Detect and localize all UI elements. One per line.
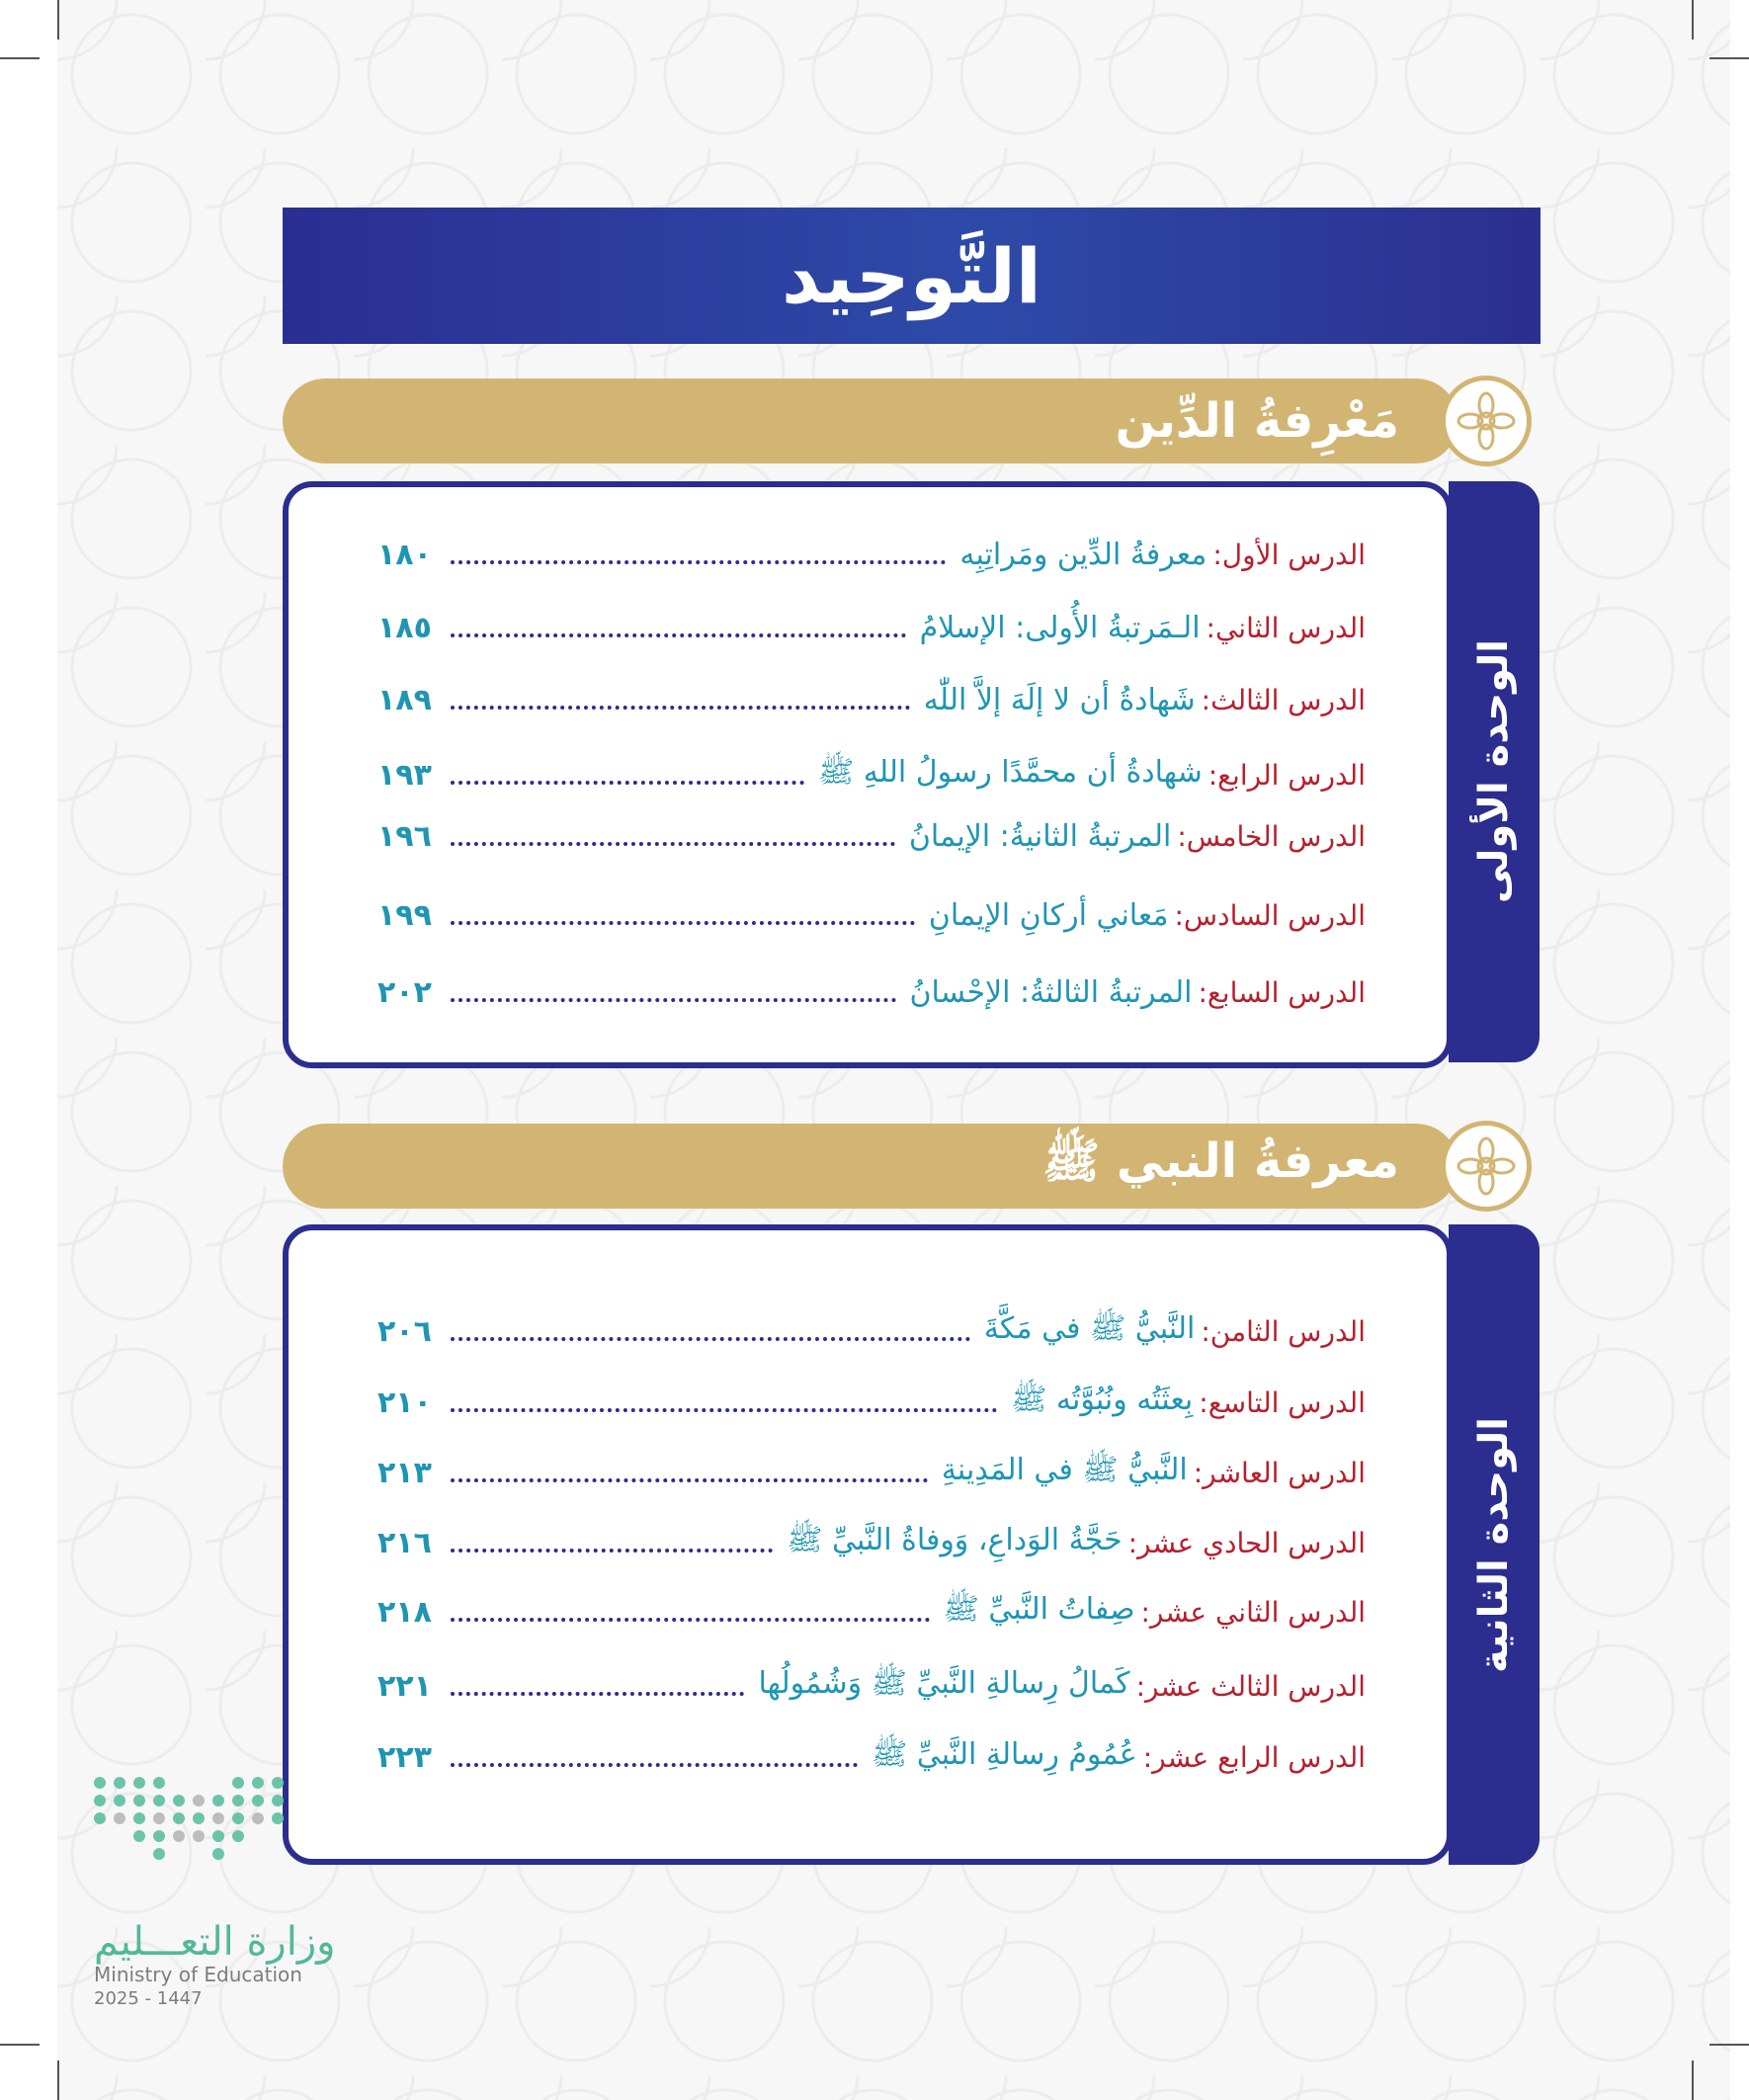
- page-number: ١٨٥: [377, 610, 432, 645]
- page-number: ٢٠٦: [377, 1313, 432, 1349]
- lesson-title: كَمالُ رِسالةِ النَّبيِّ ﷺ وَشُمُولُها: [758, 1665, 1130, 1701]
- flower-ornament-icon: [1441, 376, 1532, 466]
- toc-row[interactable]: [377, 811, 1366, 861]
- lesson-title: النَّبيُّ ﷺ في مَكَّةَ: [983, 1310, 1196, 1346]
- lesson-label: الدرس الثالث عشر:: [1135, 1669, 1366, 1703]
- page-number: ٢١٦: [377, 1525, 432, 1560]
- toc-row[interactable]: [377, 750, 1366, 799]
- dot-leader: [451, 706, 910, 710]
- toc-row[interactable]: [377, 675, 1366, 724]
- unit-label: الوحدة الثانية: [1471, 1416, 1517, 1673]
- lesson-title: معرفةُ الدِّين ومَراتِبِه: [959, 537, 1208, 572]
- lesson-title: حَجَّةُ الوَداعِ، وَوفاةُ النَّبيِّ ﷺ: [787, 1522, 1123, 1557]
- dot-leader: [451, 1408, 997, 1412]
- dot-leader: [451, 1549, 773, 1553]
- lesson-label: الدرس التاسع:: [1199, 1386, 1366, 1419]
- crop-mark: [1709, 57, 1749, 59]
- lesson-label: الدرس العاشر:: [1193, 1456, 1366, 1489]
- unit-tab-1: [1449, 481, 1540, 1062]
- lesson-title: المرتبةُ الثانيةُ: الإيمانُ: [908, 818, 1172, 854]
- dot-leader: [451, 633, 906, 637]
- page-number: ١٩٦: [377, 818, 432, 854]
- crop-mark: [1692, 2060, 1694, 2100]
- logo-dots-icon: [94, 1777, 311, 1860]
- toc-row[interactable]: [377, 1378, 1366, 1427]
- lessons-box-1: [283, 481, 1453, 1068]
- dot-leader: [451, 921, 915, 925]
- lesson-title: شَهادةُ أن لا إلَهَ إلاَّ اللّٰه: [923, 682, 1196, 717]
- crop-mark: [57, 0, 59, 40]
- lessons-box-2: [283, 1224, 1453, 1865]
- lesson-label: الدرس الخامس:: [1177, 819, 1366, 853]
- lesson-title: عُمُومُ رِسالةِ النَّبيِّ ﷺ: [871, 1736, 1137, 1772]
- crop-mark: [1709, 2044, 1749, 2046]
- flower-ornament-icon: [1441, 1121, 1532, 1212]
- lesson-title: المرتبةُ الثالثةُ: الإحْسانُ: [909, 974, 1193, 1010]
- logo-year: 2025 - 1447: [94, 1988, 203, 2009]
- page-number: ٢١٠: [377, 1385, 432, 1420]
- lesson-title: بِعثَتُه ونُبُوَّتُه ﷺ: [1011, 1382, 1194, 1417]
- page-number: ١٩٣: [377, 757, 432, 793]
- dot-leader: [451, 560, 946, 564]
- page-number: ٢١٣: [377, 1455, 432, 1490]
- lesson-label: الدرس الأول:: [1212, 538, 1366, 571]
- unit-label: الوحدة الأولى: [1471, 639, 1517, 904]
- toc-row[interactable]: [377, 530, 1366, 579]
- lesson-label: الدرس الثامن:: [1201, 1314, 1366, 1348]
- toc-row[interactable]: [377, 1448, 1366, 1497]
- dot-leader: [451, 1692, 744, 1696]
- page-number: ١٨٠: [377, 537, 432, 572]
- section-header-2: [283, 1124, 1458, 1209]
- dot-leader: [451, 781, 804, 785]
- toc-row[interactable]: [377, 1518, 1366, 1567]
- dot-leader: [451, 1763, 858, 1767]
- main-title: التَّوحِيد: [782, 231, 1041, 320]
- toc-row[interactable]: [377, 1306, 1366, 1356]
- page-number: ٢٢١: [377, 1668, 432, 1704]
- page-number: ١٨٩: [377, 682, 432, 717]
- lesson-label: الدرس السابع:: [1198, 975, 1366, 1009]
- toc-row[interactable]: [377, 890, 1366, 940]
- section-title: معرفةُ النبي ﷺ: [1042, 1133, 1399, 1189]
- crop-mark: [0, 57, 40, 59]
- dot-leader: [451, 1618, 930, 1622]
- toc-row[interactable]: [377, 967, 1366, 1017]
- dot-leader: [451, 1337, 970, 1341]
- lesson-title: صِفاتُ النَّبيِّ ﷺ: [943, 1591, 1135, 1627]
- lesson-label: الدرس الثاني:: [1206, 611, 1366, 644]
- toc-row[interactable]: [377, 1732, 1366, 1782]
- lesson-title: الـمَرتبةُ الأُولى: الإسلامُ: [919, 610, 1201, 645]
- page-number: ٢١٨: [377, 1594, 432, 1630]
- crop-mark: [0, 2044, 40, 2046]
- lesson-label: الدرس الحادي عشر:: [1127, 1526, 1366, 1559]
- unit-tab-2: [1449, 1224, 1540, 1865]
- ministry-logo: [94, 1777, 311, 1860]
- section-title: مَعْرِفةُ الدِّين: [1115, 393, 1399, 449]
- crop-mark: [57, 2060, 59, 2100]
- lesson-label: الدرس الثالث:: [1201, 683, 1366, 716]
- lesson-label: الدرس الرابع:: [1208, 758, 1366, 792]
- page-number: ٢٠٢: [377, 974, 432, 1010]
- toc-row[interactable]: [377, 603, 1366, 652]
- section-header-1: [283, 378, 1458, 463]
- logo-arabic-text: وزارة التعـــليم: [94, 1919, 336, 1965]
- page-number: ١٩٩: [377, 897, 432, 933]
- lesson-label: الدرس الثاني عشر:: [1140, 1595, 1366, 1629]
- toc-row[interactable]: [377, 1587, 1366, 1637]
- logo-english-text: Ministry of Education: [94, 1963, 302, 1986]
- dot-leader: [451, 998, 896, 1002]
- lesson-title: شهادةُ أن محمَّدًا رسولُ اللهِ ﷺ: [817, 754, 1203, 790]
- page-number: ٢٢٣: [377, 1739, 432, 1775]
- lesson-title: مَعاني أركانِ الإيمانِ: [928, 897, 1169, 933]
- dot-leader: [451, 1478, 928, 1482]
- toc-row[interactable]: [377, 1661, 1366, 1711]
- dot-leader: [451, 842, 895, 846]
- lesson-label: الدرس السادس:: [1174, 898, 1366, 932]
- main-title-band: [283, 208, 1541, 344]
- lesson-title: النَّبيُّ ﷺ في المَدِينةِ: [941, 1452, 1188, 1487]
- crop-mark: [1692, 0, 1694, 40]
- lesson-label: الدرس الرابع عشر:: [1142, 1740, 1366, 1774]
